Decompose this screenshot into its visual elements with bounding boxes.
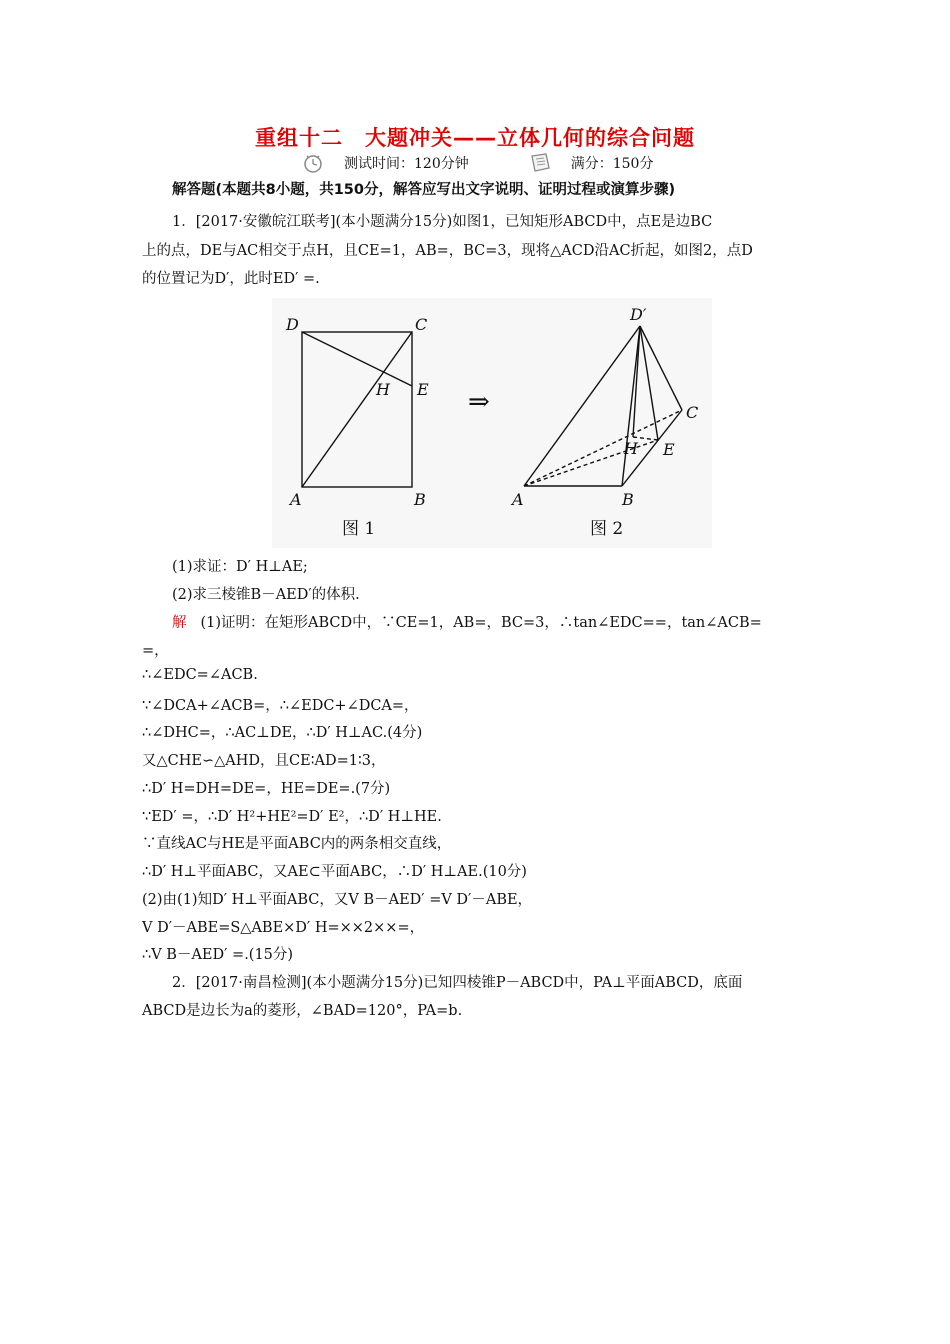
fig2-label-a: A (512, 490, 524, 509)
fig2-label-c: C (686, 403, 699, 422)
q2-line-2: ABCD是边长为a的菱形，∠BAD=120°，PA=b. (142, 1003, 463, 1019)
fig1-label-c: C (415, 315, 428, 334)
solution-line-10: ∴D′ H⊥平面ABC，又AE⊂平面ABC，∴D′ H⊥AE.(10分) (142, 864, 527, 880)
fig2-label-d: D′ (630, 305, 647, 324)
fold-arrow: ⇒ (468, 387, 490, 417)
solution-line-3: ∴∠EDC=∠ACB. (142, 667, 258, 683)
solution-line-5: ∴∠DHC=，∴AC⊥DE，∴D′ H⊥AC.(4分) (142, 725, 423, 741)
solution-line-13: ∴V B－AED′ =.(15分) (142, 947, 294, 963)
q1-sub-1: (1)求证：D′ H⊥AE; (172, 559, 308, 575)
q1-line-3: 的位置记为D′，此时ED′ =. (142, 271, 320, 287)
figure-background (272, 298, 712, 548)
section-heading: 解答题(本题共8小题，共150分，解答应写出文字说明、证明过程或演算步骤) (172, 182, 676, 198)
page-title: 重组十二 大题冲关——立体几何的综合问题 (255, 126, 695, 150)
test-meta (300, 152, 653, 174)
scroll-icon (527, 152, 553, 174)
q1-line-1: 1．[2017·安徽皖江联考](本小题满分15分)如图1，已知矩形ABCD中，点E是边BC (172, 214, 713, 230)
fig1-label-e: E (417, 380, 429, 399)
geometry-figure (272, 298, 712, 548)
solution-mark: 解 (172, 615, 187, 631)
q1-line-2: 上的点，DE与AC相交于点H，且CE=1，AB=，BC=3，现将△ACD沿AC折起，如图2，点D (142, 243, 753, 259)
fig2-label-b: B (622, 490, 634, 509)
test-time: 测试时间：120分钟 (344, 156, 469, 172)
fig2-label-e: E (663, 440, 675, 459)
fig2-caption: 图 2 (590, 519, 624, 539)
q1-sub-2: (2)求三棱锥B－AED′的体积. (172, 587, 360, 603)
solution-line-11: (2)由(1)知D′ H⊥平面ABC，又V B－AED′ =V D′－ABE， (142, 892, 533, 908)
solution-line-8: ∵ED′ =，∴D′ H²+HE²=D′ E²，∴D′ H⊥HE. (142, 809, 442, 825)
clock-icon (300, 152, 326, 174)
solution-line-7: ∴D′ H=DH=DE=，HE=DE=.(7分) (142, 781, 391, 797)
fig1-label-d: D (286, 315, 299, 334)
fig1-label-a: A (290, 490, 302, 509)
fig1-label-h: H (376, 380, 390, 399)
solution-line-1 (172, 611, 762, 632)
solution-line-6: 又△CHE∽△AHD，且CE∶AD=1∶3， (142, 753, 386, 769)
solution-line-9: ∵直线AC与HE是平面ABC内的两条相交直线， (142, 836, 452, 852)
fig1-label-b: B (414, 490, 426, 509)
full-score: 满分：150分 (570, 156, 654, 172)
fig1-caption: 图 1 (342, 519, 376, 539)
solution-line-2: =， (142, 643, 169, 659)
solution-line-4: ∵∠DCA+∠ACB=，∴∠EDC+∠DCA=， (142, 698, 419, 714)
q2-line-1: 2．[2017·南昌检测](本小题满分15分)已知四棱锥P－ABCD中，PA⊥平面ABCD，底面 (172, 975, 743, 991)
fig2-label-h: H (624, 439, 638, 458)
solution-line-12: V D′－ABE=S△ABE×D′ H=××2××=， (142, 920, 425, 936)
solution-text-1: (1)证明：在矩形ABCD中，∵CE=1，AB=，BC=3，∴tan∠EDC==，tan∠ACB= (200, 615, 762, 631)
